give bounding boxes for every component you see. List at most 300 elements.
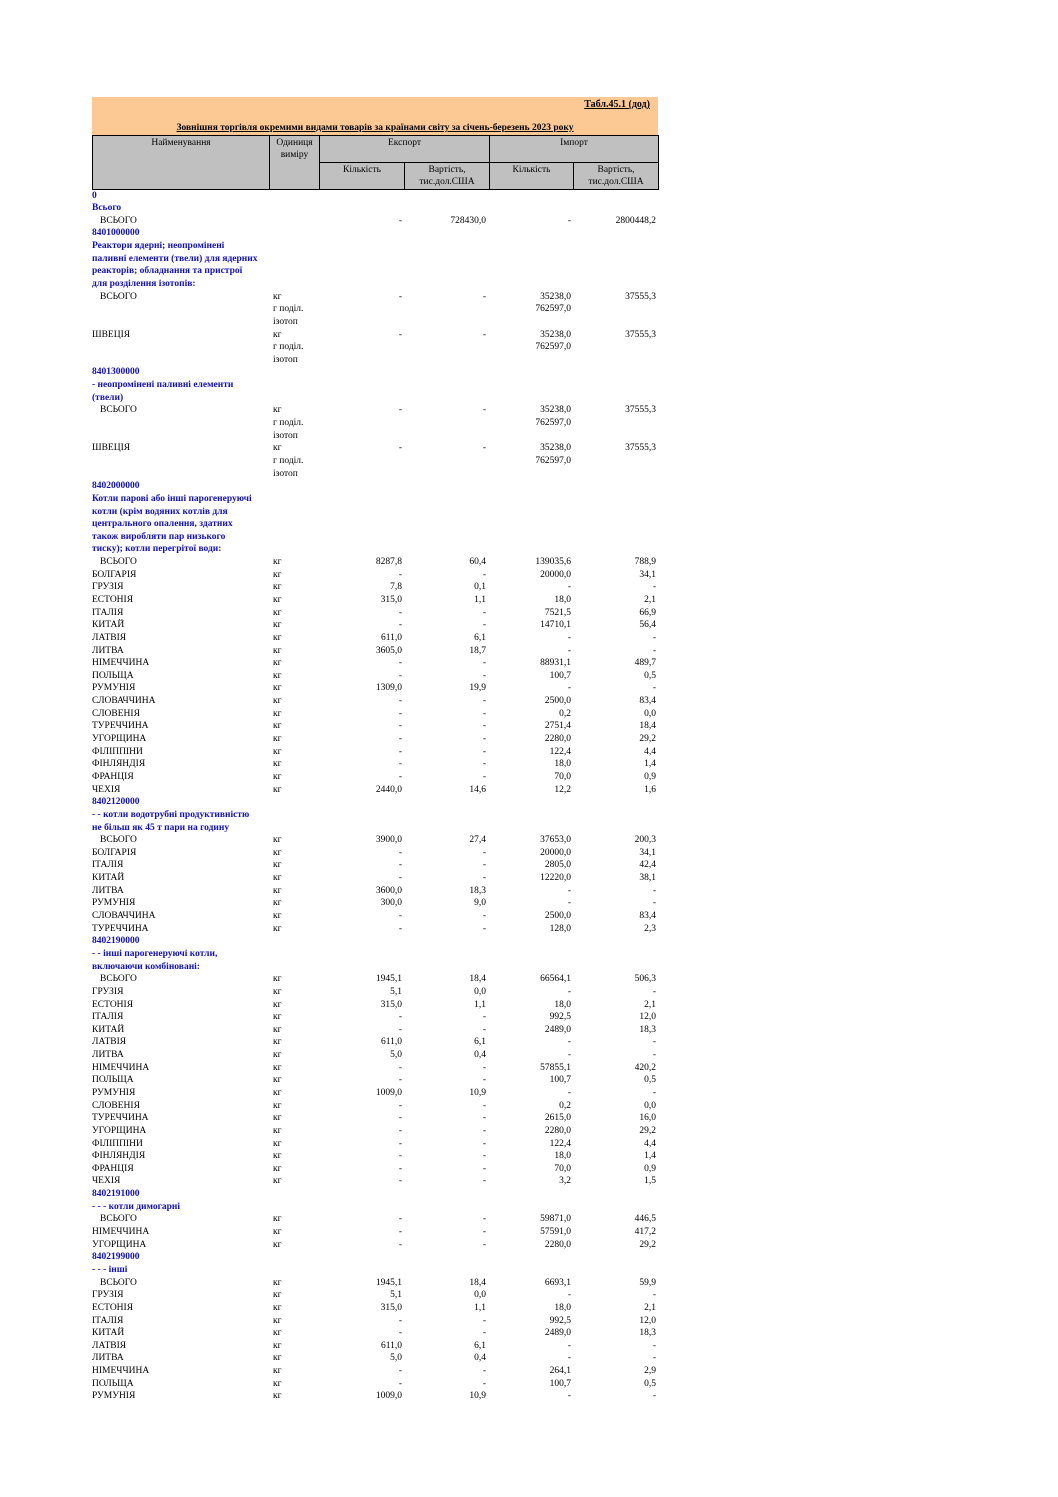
country-cell: СЛОВАЧЧИНА <box>92 696 156 707</box>
unit-cell: г поділ. <box>273 342 304 353</box>
import-value-cell: 2,1 <box>644 1302 656 1313</box>
export-qty-cell: 7,8 <box>390 582 402 593</box>
import-value-cell: - <box>652 1037 656 1048</box>
unit-cell: кг <box>273 1062 282 1073</box>
export-value-cell: - <box>482 1315 486 1326</box>
import-value-cell: 4,4 <box>644 1138 656 1149</box>
country-cell: ЛИТВА <box>92 1050 124 1061</box>
import-qty-cell: 2751,4 <box>544 721 571 732</box>
export-value-cell: - <box>482 1378 486 1389</box>
unit-cell: кг <box>273 670 282 681</box>
import-value-cell: 2,9 <box>644 1366 656 1377</box>
table-row <box>92 291 658 304</box>
import-qty-cell: 37653,0 <box>540 835 571 846</box>
export-qty-cell: 3600,0 <box>375 885 402 896</box>
unit-cell: кг <box>273 1100 282 1111</box>
export-qty-cell: 5,1 <box>390 1290 402 1301</box>
unit-cell: кг <box>273 1239 282 1250</box>
table-row <box>92 695 658 708</box>
export-value-cell: - <box>482 670 486 681</box>
table-row <box>92 1352 658 1365</box>
unit-cell: кг <box>273 595 282 605</box>
header-unit: Одиниця виміру <box>270 136 320 163</box>
country-cell: НІМЕЧЧИНА <box>92 1227 150 1238</box>
table-row <box>92 417 658 430</box>
table-row <box>92 556 658 569</box>
import-value-cell: 0,5 <box>644 670 656 681</box>
export-qty-cell: - <box>398 911 402 922</box>
header-import-value: Вартість, тис.дол.США <box>574 162 659 189</box>
export-value-cell: 1,1 <box>474 1302 486 1313</box>
import-qty-cell: - <box>567 986 571 997</box>
section-label: паливні елементи (твели) для ядерних <box>92 253 258 264</box>
import-value-cell: 56,4 <box>639 620 656 631</box>
import-value-cell: - <box>652 582 656 593</box>
table-row <box>92 1049 658 1062</box>
import-value-cell: 0,9 <box>644 771 656 782</box>
export-value-cell: - <box>482 1012 486 1023</box>
import-value-cell: - <box>652 632 656 643</box>
table-row <box>92 1036 658 1049</box>
import-qty-cell: - <box>567 582 571 593</box>
country-cell: КИТАЙ <box>92 1024 125 1035</box>
unit-cell: кг <box>273 1378 282 1389</box>
country-cell: ФІНЛЯНДІЯ <box>92 1151 146 1162</box>
import-value-cell: 37555,3 <box>625 291 656 302</box>
import-qty-cell: - <box>567 885 571 896</box>
unit-cell: ізотоп <box>273 468 298 479</box>
export-qty-cell: - <box>398 1138 402 1149</box>
export-qty-cell: - <box>398 759 402 770</box>
section-row <box>92 506 658 519</box>
import-qty-cell: 35238,0 <box>540 443 571 454</box>
section-label: (твели) <box>92 392 124 403</box>
table-row <box>92 632 658 645</box>
section-label: також виробляти пар низького <box>92 531 226 542</box>
header-import: Імпорт <box>490 136 659 163</box>
country-cell: ІТАЛІЯ <box>92 860 124 871</box>
country-cell: ВСЬОГО <box>100 1277 137 1288</box>
import-qty-cell: - <box>567 1050 571 1061</box>
import-qty-cell: 139035,6 <box>535 557 571 568</box>
export-value-cell: - <box>482 911 486 922</box>
country-cell: ІТАЛІЯ <box>92 1012 124 1023</box>
unit-cell: кг <box>273 759 282 770</box>
import-value-cell: 0,5 <box>644 1378 656 1389</box>
country-cell: ГРУЗІЯ <box>92 986 124 997</box>
export-value-cell: - <box>482 1239 486 1250</box>
import-value-cell: 0,5 <box>644 1075 656 1086</box>
export-value-cell: 0,0 <box>474 1290 486 1301</box>
export-qty-cell: - <box>398 847 402 858</box>
export-value-cell: - <box>482 1024 486 1035</box>
import-qty-cell: 57591,0 <box>540 1227 571 1238</box>
unit-cell: г поділ. <box>273 304 304 315</box>
table-row <box>92 1087 658 1100</box>
table-row <box>92 316 658 329</box>
unit-cell: кг <box>273 582 282 593</box>
section-row <box>92 190 658 203</box>
unit-cell: кг <box>273 557 282 568</box>
table-row <box>92 1150 658 1163</box>
table-row <box>92 404 658 417</box>
table-row <box>92 303 658 316</box>
table-row <box>92 872 658 885</box>
import-qty-cell: 2489,0 <box>544 1024 571 1035</box>
unit-cell: кг <box>273 860 282 871</box>
import-qty-cell: 3,2 <box>559 1176 571 1187</box>
section-label: Реактори ядерні; неопромінені <box>92 241 225 252</box>
table-row <box>92 973 658 986</box>
export-qty-cell: - <box>398 1024 402 1035</box>
table-row <box>92 1239 658 1252</box>
table-row <box>92 354 658 367</box>
import-value-cell: 59,9 <box>639 1277 656 1288</box>
export-value-cell: - <box>482 923 486 934</box>
table-row <box>92 834 658 847</box>
section-row <box>92 265 658 278</box>
section-row <box>92 392 658 405</box>
table-row <box>92 329 658 342</box>
unit-cell: кг <box>273 1176 282 1187</box>
export-qty-cell: - <box>398 1012 402 1023</box>
section-label: центрального опалення, здатних <box>92 519 233 530</box>
country-cell: НІМЕЧЧИНА <box>92 1366 150 1377</box>
unit-cell: кг <box>273 1328 282 1339</box>
unit-cell: кг <box>273 999 282 1010</box>
section-label: не більш як 45 т пари на годину <box>92 822 230 833</box>
export-value-cell: - <box>482 1366 486 1377</box>
export-value-cell: - <box>482 1062 486 1073</box>
header-export: Експорт <box>320 136 490 163</box>
document <box>92 97 658 1403</box>
export-qty-cell: - <box>398 746 402 757</box>
table-row <box>92 758 658 771</box>
export-qty-cell: - <box>398 405 402 416</box>
table-row <box>92 1175 658 1188</box>
export-qty-cell: - <box>398 1113 402 1124</box>
section-row <box>92 1251 658 1264</box>
table-row <box>92 657 658 670</box>
import-value-cell: 1,6 <box>644 784 656 795</box>
import-qty-cell: 57855,1 <box>540 1062 571 1073</box>
export-qty-cell: - <box>398 860 402 871</box>
country-cell: БОЛГАРІЯ <box>92 847 137 858</box>
section-row <box>92 796 658 809</box>
import-qty-cell: 762597,0 <box>535 342 571 353</box>
country-cell: СЛОВАЧЧИНА <box>92 911 156 922</box>
table-row <box>92 455 658 468</box>
unit-cell: кг <box>273 1138 282 1149</box>
export-value-cell: 0,4 <box>474 1050 486 1061</box>
country-cell: СЛОВЕНІЯ <box>92 1100 140 1111</box>
export-value-cell: - <box>482 1227 486 1238</box>
section-row <box>92 822 658 835</box>
country-cell: ПОЛЬЩА <box>92 1075 134 1086</box>
country-cell: УГОРЩИНА <box>92 1239 147 1250</box>
export-qty-cell: 2440,0 <box>375 784 402 795</box>
section-label: для розділення ізотопів: <box>92 278 196 289</box>
import-value-cell: 0,9 <box>644 1163 656 1174</box>
section-row <box>92 1188 658 1201</box>
table-row <box>92 569 658 582</box>
unit-cell: кг <box>273 696 282 707</box>
export-qty-cell: - <box>398 1176 402 1187</box>
import-value-cell: 0,0 <box>644 708 656 719</box>
section-label: - - інші парогенеруючі котли, <box>92 948 218 959</box>
export-value-cell: - <box>482 1163 486 1174</box>
import-value-cell: - <box>652 885 656 896</box>
export-qty-cell: 1945,1 <box>375 1277 402 1288</box>
table-row <box>92 847 658 860</box>
import-value-cell: 200,3 <box>634 835 656 846</box>
export-qty-cell: 611,0 <box>380 1340 402 1351</box>
export-value-cell: 9,0 <box>474 898 486 909</box>
import-qty-cell: 762597,0 <box>535 418 571 429</box>
unit-cell: ізотоп <box>273 354 298 365</box>
import-value-cell: 34,1 <box>639 569 656 580</box>
import-value-cell: 66,9 <box>639 607 656 618</box>
country-cell: ПОЛЬЩА <box>92 1378 134 1389</box>
table-row <box>92 1112 658 1125</box>
import-value-cell: - <box>652 1340 656 1351</box>
country-cell: ЛАТВІЯ <box>92 1037 127 1048</box>
import-value-cell: 1,4 <box>644 1151 656 1162</box>
country-cell: РУМУНІЯ <box>92 1391 136 1402</box>
section-label: 8402191000 <box>92 1189 140 1200</box>
import-value-cell: 420,2 <box>634 1062 656 1073</box>
table-body <box>92 190 658 1404</box>
import-value-cell: - <box>652 645 656 656</box>
unit-cell: кг <box>273 708 282 719</box>
table-row <box>92 619 658 632</box>
unit-cell: кг <box>273 1290 282 1301</box>
table-row <box>92 885 658 898</box>
country-cell: РУМУНІЯ <box>92 1087 136 1098</box>
table-row <box>92 442 658 455</box>
import-qty-cell: - <box>567 1353 571 1364</box>
export-value-cell: - <box>482 860 486 871</box>
unit-cell: кг <box>273 885 282 896</box>
country-cell: КИТАЙ <box>92 1328 125 1339</box>
import-value-cell: - <box>652 1290 656 1301</box>
unit-cell: кг <box>273 1366 282 1377</box>
unit-cell: кг <box>273 721 282 732</box>
import-qty-cell: 35238,0 <box>540 291 571 302</box>
import-value-cell: 0,0 <box>644 1100 656 1111</box>
table-row <box>92 682 658 695</box>
unit-cell: кг <box>273 1024 282 1035</box>
export-qty-cell: - <box>398 569 402 580</box>
import-value-cell: 417,2 <box>634 1227 656 1238</box>
table-row <box>92 923 658 936</box>
header-import-qty: Кількість <box>490 162 574 189</box>
country-cell: ВСЬОГО <box>100 1214 137 1225</box>
import-value-cell: 16,0 <box>639 1113 656 1124</box>
import-qty-cell: 122,4 <box>549 746 571 757</box>
unit-cell: кг <box>273 1163 282 1174</box>
import-qty-cell: 992,5 <box>549 1315 571 1326</box>
import-qty-cell: 0,2 <box>559 1100 571 1111</box>
import-value-cell: 12,0 <box>639 1315 656 1326</box>
unit-cell: кг <box>273 291 282 302</box>
export-value-cell: 10,9 <box>469 1087 486 1098</box>
unit-cell: кг <box>273 923 282 934</box>
export-qty-cell: 8287,8 <box>375 557 402 568</box>
export-value-cell: - <box>482 329 486 340</box>
export-value-cell: - <box>482 746 486 757</box>
table-row <box>92 607 658 620</box>
country-cell: ФІНЛЯНДІЯ <box>92 759 146 770</box>
import-qty-cell: 2805,0 <box>544 860 571 871</box>
import-qty-cell: 2500,0 <box>544 696 571 707</box>
export-value-cell: - <box>482 443 486 454</box>
section-row <box>92 202 658 215</box>
import-qty-cell: 66564,1 <box>540 974 571 985</box>
table-row <box>92 720 658 733</box>
import-qty-cell: 6693,1 <box>544 1277 571 1288</box>
import-value-cell: 12,0 <box>639 1012 656 1023</box>
unit-cell: кг <box>273 1037 282 1048</box>
import-qty-cell: 2615,0 <box>544 1113 571 1124</box>
import-qty-cell: 7521,5 <box>544 607 571 618</box>
table-row <box>92 708 658 721</box>
import-value-cell: 42,4 <box>639 860 656 871</box>
export-qty-cell: - <box>398 670 402 681</box>
import-qty-cell: - <box>567 1087 571 1098</box>
table-row <box>92 670 658 683</box>
export-qty-cell: - <box>398 734 402 745</box>
import-qty-cell: 20000,0 <box>540 569 571 580</box>
section-row <box>92 961 658 974</box>
country-cell: РУМУНІЯ <box>92 683 136 694</box>
import-qty-cell: 59871,0 <box>540 1214 571 1225</box>
country-cell: УГОРЩИНА <box>92 734 147 745</box>
import-value-cell: 1,5 <box>644 1176 656 1187</box>
table-row <box>92 341 658 354</box>
export-qty-cell: 1009,0 <box>375 1087 402 1098</box>
export-qty-cell: - <box>398 696 402 707</box>
import-qty-cell: 2280,0 <box>544 734 571 745</box>
import-qty-cell: 100,7 <box>549 670 571 681</box>
import-qty-cell: 100,7 <box>549 1378 571 1389</box>
export-qty-cell: 3900,0 <box>375 835 402 846</box>
export-qty-cell: - <box>398 620 402 631</box>
country-cell: ЛИТВА <box>92 885 124 896</box>
export-value-cell: - <box>482 721 486 732</box>
unit-cell: кг <box>273 974 282 985</box>
export-qty-cell: 5,1 <box>390 986 402 997</box>
import-value-cell: 2,3 <box>644 923 656 934</box>
export-qty-cell: 3605,0 <box>375 645 402 656</box>
import-value-cell: 2800448,2 <box>615 215 656 226</box>
unit-cell: кг <box>273 683 282 694</box>
export-qty-cell: - <box>398 1125 402 1136</box>
import-qty-cell: 0,2 <box>559 708 571 719</box>
table-title: Зовнішня торгівля окремими видами товарів за країнами світу за січень-березень 2023 року <box>176 123 574 133</box>
export-qty-cell: - <box>398 721 402 732</box>
section-label: 8402120000 <box>92 797 140 808</box>
import-value-cell: 83,4 <box>639 696 656 707</box>
section-row <box>92 1264 658 1277</box>
country-cell: ФІЛІППІНИ <box>92 746 143 757</box>
unit-cell: кг <box>273 734 282 745</box>
export-value-cell: - <box>482 1176 486 1187</box>
section-label: 0 <box>92 190 97 201</box>
import-qty-cell: 14710,1 <box>540 620 571 631</box>
import-qty-cell: 992,5 <box>549 1012 571 1023</box>
country-cell: КИТАЙ <box>92 620 125 631</box>
table-row <box>92 784 658 797</box>
unit-cell: кг <box>273 873 282 884</box>
section-label: - неопромінені паливні елементи <box>92 380 234 391</box>
export-qty-cell: - <box>398 1100 402 1111</box>
unit-cell: кг <box>273 1353 282 1364</box>
section-label: котли (крім водяних котлів для <box>92 506 228 517</box>
import-qty-cell: 2500,0 <box>544 911 571 922</box>
table-row <box>92 746 658 759</box>
export-qty-cell: - <box>398 607 402 618</box>
import-value-cell: 37555,3 <box>625 405 656 416</box>
section-label: - - - котли димогарні <box>92 1201 181 1212</box>
unit-cell: кг <box>273 1012 282 1023</box>
section-row <box>92 480 658 493</box>
unit-cell: кг <box>273 1151 282 1162</box>
country-cell: ФРАНЦІЯ <box>92 771 134 782</box>
export-value-cell: - <box>482 1214 486 1225</box>
table-row <box>92 594 658 607</box>
export-value-cell: - <box>482 620 486 631</box>
unit-cell: кг <box>273 632 282 643</box>
section-row <box>92 518 658 531</box>
section-label: - - котли водотрубні продуктивністю <box>92 809 250 820</box>
export-qty-cell: 315,0 <box>380 1302 402 1313</box>
country-cell: ГРУЗІЯ <box>92 582 124 593</box>
import-qty-cell: 18,0 <box>554 1151 571 1162</box>
export-qty-cell: - <box>398 215 402 226</box>
unit-cell: кг <box>273 1315 282 1326</box>
export-value-cell: 14,6 <box>469 784 486 795</box>
export-value-cell: 6,1 <box>474 1037 486 1048</box>
section-row <box>92 1201 658 1214</box>
unit-cell: кг <box>273 1277 282 1288</box>
export-value-cell: 18,4 <box>469 974 486 985</box>
country-cell: ФРАНЦІЯ <box>92 1163 134 1174</box>
table-row <box>92 1315 658 1328</box>
country-cell: ТУРЕЧЧИНА <box>92 721 149 732</box>
section-label: - - - інші <box>92 1264 128 1275</box>
header-unit-cont <box>270 162 320 189</box>
unit-cell: кг <box>273 1214 282 1225</box>
country-cell: ІТАЛІЯ <box>92 1315 124 1326</box>
import-value-cell: 1,4 <box>644 759 656 770</box>
unit-cell: кг <box>273 911 282 922</box>
export-value-cell: 0,0 <box>474 986 486 997</box>
import-qty-cell: 762597,0 <box>535 304 571 315</box>
table-row <box>92 1125 658 1138</box>
table-row <box>92 430 658 443</box>
export-value-cell: 10,9 <box>469 1391 486 1402</box>
unit-cell: кг <box>273 898 282 909</box>
country-cell: ТУРЕЧЧИНА <box>92 923 149 934</box>
country-cell: ЛИТВА <box>92 645 124 656</box>
country-cell: НІМЕЧЧИНА <box>92 1062 150 1073</box>
export-value-cell: 19,9 <box>469 683 486 694</box>
export-qty-cell: - <box>398 1378 402 1389</box>
export-value-cell: - <box>482 291 486 302</box>
section-label: тиску); котли перегрітої води: <box>92 544 222 555</box>
import-qty-cell: 2489,0 <box>544 1328 571 1339</box>
